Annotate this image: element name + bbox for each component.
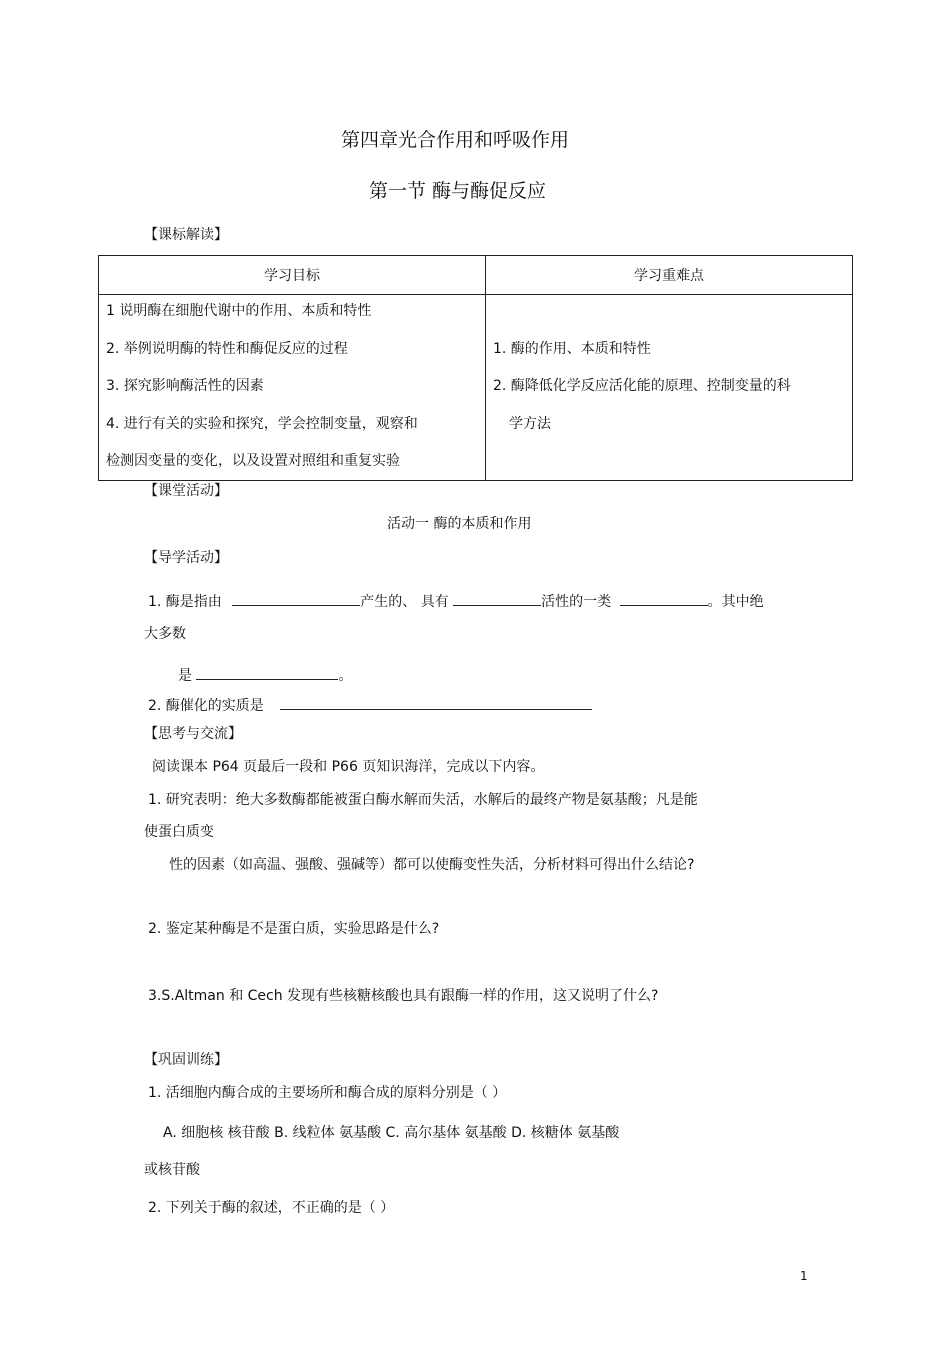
practice-question-1: 1. 活细胞内酶合成的主要场所和酶合成的原料分别是（ ）: [148, 1085, 507, 1101]
goal-item: 1 说明酶在细胞代谢中的作用、本质和特性: [106, 303, 372, 319]
page-title: 第四章光合作用和呼吸作用: [341, 129, 570, 151]
goal-item: 3. 探究影响酶活性的因素: [106, 378, 264, 394]
practice-question-2: 2. 下列关于酶的叙述，不正确的是（ ）: [148, 1200, 395, 1216]
practice-question-1-options-cont: 或核苷酸: [144, 1162, 200, 1178]
guided-question-2: [148, 695, 592, 713]
fill-blank[interactable]: [620, 591, 708, 606]
practice-heading: 【巩固训练】: [144, 1052, 228, 1068]
q2-text: 2. 酶催化的实质是: [148, 698, 264, 714]
section-subtitle: 第一节 酶与酶促反应: [369, 180, 547, 202]
guided-question-1-line3: [178, 665, 352, 683]
think-question-1-cont: 使蛋白质变: [144, 824, 214, 840]
classroom-heading: 【课堂活动】: [144, 483, 228, 499]
think-question-3: 3.S.Altman 和 Cech 发现有些核糖核酸也具有跟酶一样的作用，这又说明了什么?: [148, 988, 659, 1004]
q1-text-d: 。其中绝: [707, 594, 764, 610]
think-question-2: 2. 鉴定某种酶是不是蛋白质，实验思路是什么?: [148, 921, 440, 937]
guided-question-1: [148, 591, 764, 609]
goal-item: 4. 进行有关的实验和探究，学会控制变量，观察和: [106, 416, 418, 432]
page-number: 1: [800, 1269, 808, 1283]
think-question-1-line3: 性的因素（如高温、强酸、强碱等）都可以使酶变性失活，分析材料可得出什么结论?: [169, 857, 695, 873]
q1-line3-text: 是: [178, 668, 192, 684]
q1-line3-end: 。: [338, 668, 353, 684]
think-question-1: 1. 研究表明：绝大多数酶都能被蛋白酶水解而失活，水解后的最终产物是氨基酸；凡是能: [148, 792, 698, 808]
fill-blank[interactable]: [232, 591, 360, 606]
think-intro: 阅读课本 P64 页最后一段和 P66 页知识海洋，完成以下内容。: [152, 759, 545, 775]
goals-table: [98, 255, 853, 481]
goal-item: 2. 举例说明酶的特性和酶促反应的过程: [106, 341, 348, 357]
key-point-item: 2. 酶降低化学反应活化能的原理、控制变量的科: [493, 378, 791, 394]
guided-heading: 【导学活动】: [144, 550, 228, 566]
q1-text-b: 产生的、 具有: [360, 594, 449, 610]
table-header-key-points: 学习重难点: [486, 256, 853, 295]
goals-cell: [99, 295, 486, 481]
goal-item: 检测因变量的变化，以及设置对照组和重复实验: [106, 453, 400, 469]
fill-blank[interactable]: [196, 665, 338, 680]
guided-question-1-cont: 大多数: [144, 626, 186, 642]
q1-text-c: 活性的一类: [541, 594, 612, 610]
key-point-item: 1. 酶的作用、本质和特性: [493, 341, 651, 357]
q1-text-a: 1. 酶是指由: [148, 594, 222, 610]
table-header-goals: 学习目标: [99, 256, 486, 295]
practice-question-1-options: A. 细胞核 核苷酸 B. 线粒体 氨基酸 C. 高尔基体 氨基酸 D. 核糖体 氨基酸: [163, 1125, 620, 1141]
think-heading: 【思考与交流】: [144, 726, 242, 742]
fill-blank[interactable]: [280, 695, 592, 710]
activity-title: 活动一 酶的本质和作用: [387, 516, 532, 532]
fill-blank[interactable]: [453, 591, 541, 606]
key-point-item: 学方法: [509, 416, 551, 432]
key-points-cell: [486, 295, 853, 481]
curriculum-heading: 【课标解读】: [144, 227, 228, 243]
